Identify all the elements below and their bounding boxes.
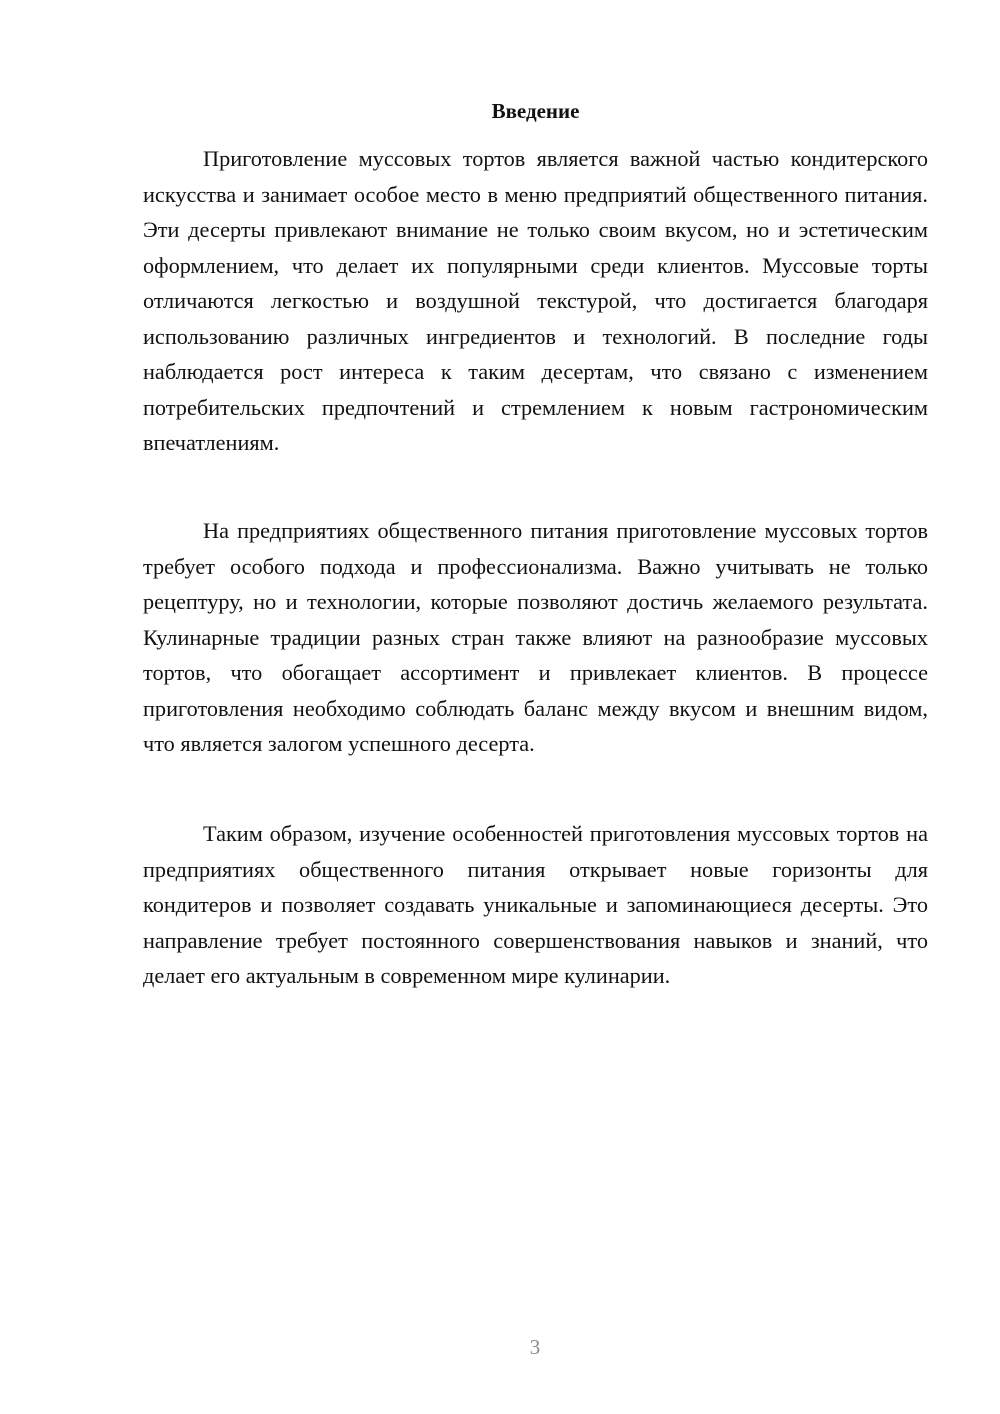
paragraph-2: На предприятиях общественного питания приготовление муссовых тортов требует особого подхода и профессионализма. Важно учитывать не только рецептуру, но и технологии, которые позволяют достичь желаемого результата. Кулинарные традиции разных стран также влияют на разнообразие муссовых тортов, что обогащает ассортимент и привлекает клиентов. В процессе приготовления необходимо соблюдать баланс между вкусом и внешним видом, что является залогом успешного десерта. bbox=[143, 518, 928, 756]
paragraph-3: Таким образом, изучение особенностей приготовления муссовых тортов на предприятиях общественного питания открывает новые горизонты для кондитеров и позволяет создавать уникальные и запоминающиеся десерты. Это направление требует постоянного совершенствования навыков и знаний, что делает его актуальным в современном мире кулинарии. bbox=[143, 821, 928, 988]
page-number: 3 bbox=[529, 1335, 541, 1359]
section-heading: Введение bbox=[491, 99, 580, 123]
paragraph-1: Приготовление муссовых тортов является важной частью кондитерского искусства и занимает особое место в меню предприятий общественного питания. Эти десерты привлекают внимание не только своим вкусом, но и эстетическим оформлением, что делает их популярными среди клиентов. Муссовые торты отличаются легкостью и воздушной текстурой, что достигается благодаря использованию различных ингредиентов и технологий. В последние годы наблюдается рост интереса к таким десертам, что связано с изменением потребительских предпочтений и стремлением к новым гастрономическим впечатлениям. bbox=[143, 146, 928, 455]
